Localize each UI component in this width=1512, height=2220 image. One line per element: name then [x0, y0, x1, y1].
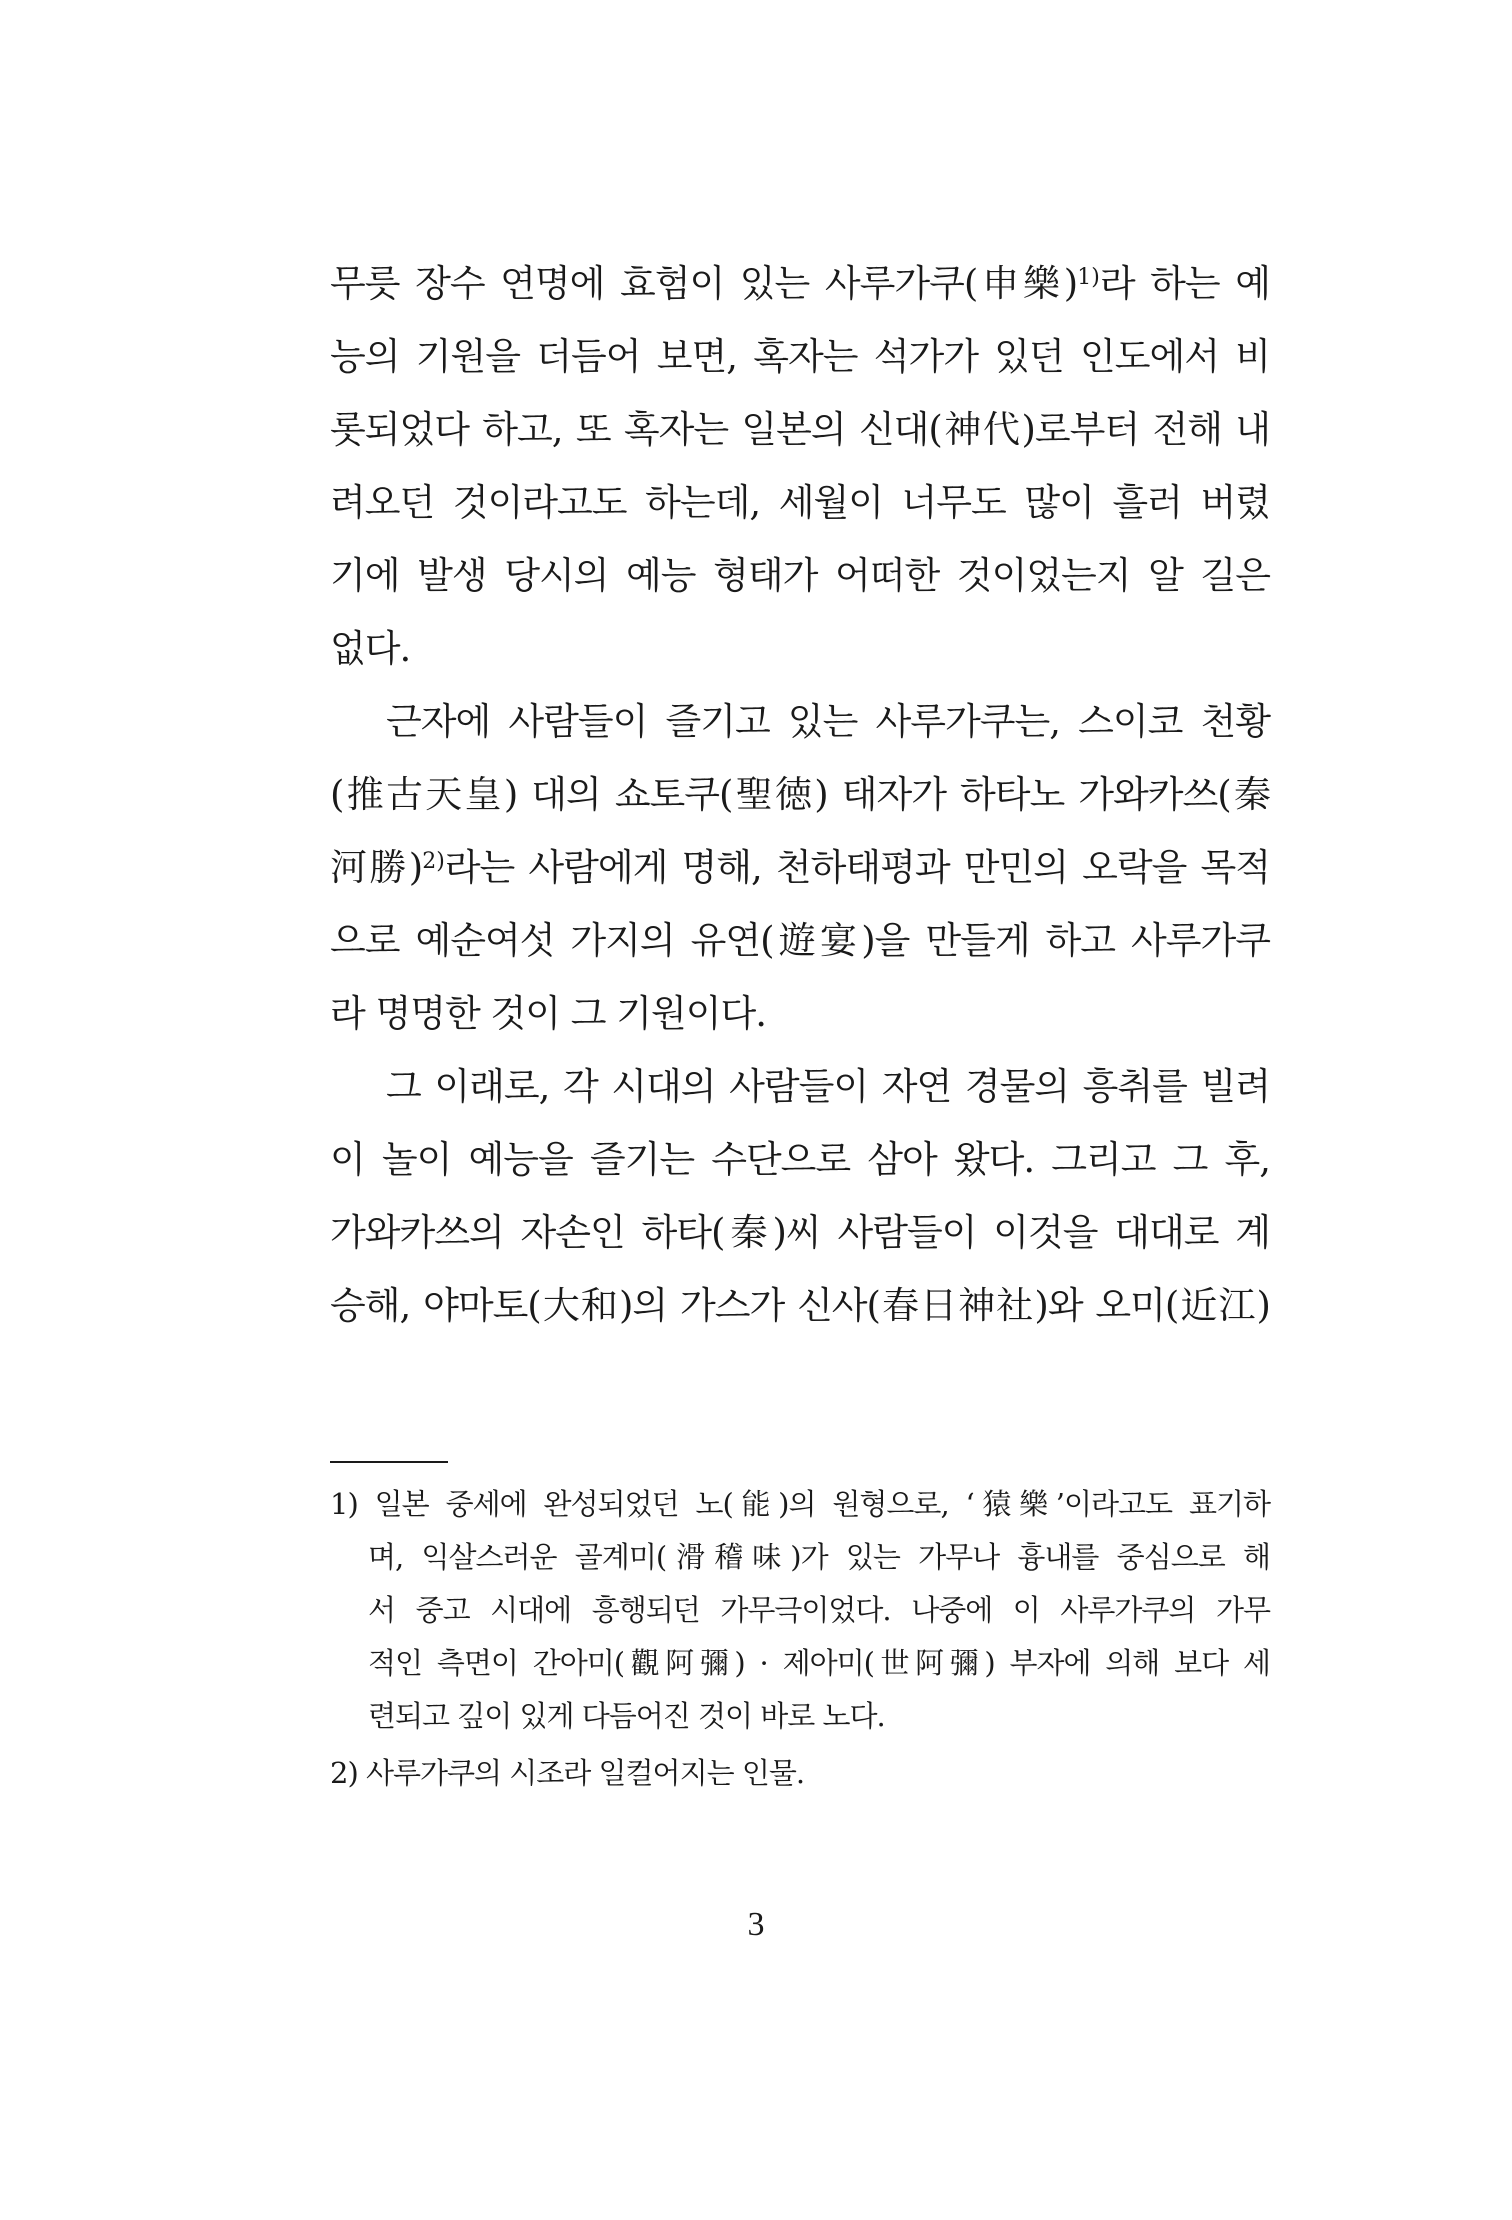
footnote-line: 적인 측면이 간아미(觀阿彌) · 제아미(世阿彌) 부자에 의해 보다 세: [368, 1646, 1270, 1680]
footnote-1: 1) 일본 중세에 완성되었던 노(能)의 원형으로, ‘猿樂’이라고도 표기하: [330, 1487, 1271, 1521]
text-line: 승해, 야마토(大和)의 가스가 신사(春日神社)와 오미(近江): [330, 1284, 1270, 1327]
text-line: (推古天皇) 대의 쇼토쿠(聖徳) 태자가 하타노 가와카쓰(秦: [330, 773, 1270, 816]
text-line: 근자에 사람들이 즐기고 있는 사루가쿠는, 스이코 천황: [386, 700, 1270, 743]
text-line: 라 명명한 것이 그 기원이다.: [330, 992, 766, 1035]
footnotes: [330, 1478, 1270, 1800]
footnote-ref-1[interactable]: 1): [1077, 265, 1100, 290]
text-line: 이 놀이 예능을 즐기는 수단으로 삼아 왔다. 그리고 그 후,: [330, 1138, 1270, 1181]
text-line: 으로 예순여섯 가지의 유연(遊宴)을 만들게 하고 사루가쿠: [330, 919, 1270, 962]
text-line: 기에 발생 당시의 예능 형태가 어떠한 것이었는지 알 길은: [330, 554, 1270, 597]
footnote-line: 며, 익살스러운 골계미(滑稽味)가 있는 가무나 흉내를 중심으로 해: [368, 1540, 1270, 1574]
footnote-divider: [330, 1461, 448, 1463]
page-number: 3: [747, 1906, 765, 1943]
footnote-marker: 1): [330, 1487, 358, 1521]
footnote-line: 련되고 깊이 있게 다듬어진 것이 바로 노다.: [368, 1699, 885, 1733]
text-line: 무릇 장수 연명에 효험이 있는 사루가쿠(申樂)$^{1)}$라 하는 예: [330, 262, 1270, 305]
footnote-2: 2) 사루가쿠의 시조라 일컬어지는 인물.: [330, 1756, 805, 1790]
text-line: 려오던 것이라고도 하는데, 세월이 너무도 많이 흘러 버렸: [330, 481, 1270, 524]
text-line: 河勝)$^{2)}$라는 사람에게 명해, 천하태평과 만민의 오락을 목적: [330, 846, 1270, 889]
footnote-ref-2[interactable]: 2): [422, 849, 445, 874]
footnote-marker: 2): [330, 1756, 358, 1790]
text-line: 그 이래로, 각 시대의 사람들이 자연 경물의 흥취를 빌려: [386, 1065, 1270, 1108]
text-line: 없다.: [330, 627, 411, 670]
footnote-line: 서 중고 시대에 흥행되던 가무극이었다. 나중에 이 사루가쿠의 가무: [368, 1593, 1270, 1627]
body-text: [330, 247, 1270, 1342]
text-line: 롯되었다 하고, 또 혹자는 일본의 신대(神代)로부터 전해 내: [330, 408, 1270, 451]
text-line: 능의 기원을 더듬어 보면, 혹자는 석가가 있던 인도에서 비: [330, 335, 1270, 378]
text-line: 가와카쓰의 자손인 하타(秦)씨 사람들이 이것을 대대로 계: [330, 1211, 1270, 1254]
